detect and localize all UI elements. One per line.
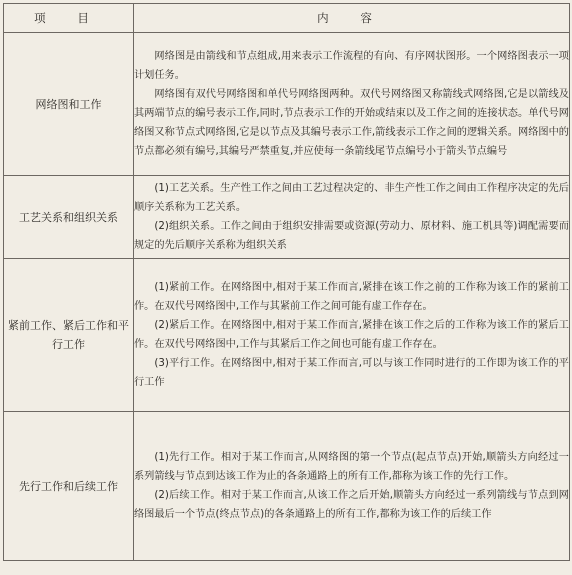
row-content xyxy=(134,259,570,412)
table-header-row xyxy=(4,4,570,33)
paragraph: 网络图有双代号网络图和单代号网络图两种。双代号网络图又称箭线式网络图,它是以箭线及其两端节点的编号表示工作,同时,节点表示工作的开始或结束以及工作之间的连接状态。单代号网络图又称节点式网络图,它是以节点及其编号表示工作,箭线表示工作之间的逻辑关系。网络图中的节点都必须有编号,其编号严禁重复,并应使每一条箭线尾节点编号小于箭头节点编号 xyxy=(134,89,569,157)
paragraph: (1)先行工作。相对于某工作而言,从网络图的第一个节点(起点节点)开始,顺箭头方向经过一系列箭线与节点到达该工作为止的各条通路上的所有工作,都称为该工作的先行工作。 xyxy=(134,452,569,482)
row-content xyxy=(134,33,570,176)
content-table xyxy=(3,3,570,561)
paragraph: (1)紧前工作。在网络图中,相对于某工作而言,紧排在该工作之前的工作称为该工作的紧前工作。在双代号网络图中,工作与其紧前工作之间可能有虚工作存在。 xyxy=(134,282,569,312)
row-label: 网络图和工作 xyxy=(4,33,134,176)
row-label: 紧前工作、紧后工作和平行工作 xyxy=(4,259,134,412)
table-row xyxy=(4,176,570,259)
row-content xyxy=(134,412,570,561)
paragraph: (2)组织关系。工作之间由于组织安排需要或资源(劳动力、原材料、施工机具等)调配需要而规定的先后顺序关系称为组织关系 xyxy=(134,221,569,251)
paragraph: (2)后续工作。相对于某工作而言,从该工作之后开始,顺箭头方向经过一系列箭线与节点到网络图最后一个节点(终点节点)的各条通路上的所有工作,都称为该工作的后续工作 xyxy=(134,490,569,520)
table-row xyxy=(4,259,570,412)
header-content: 内 容 xyxy=(134,4,570,33)
row-label: 先行工作和后续工作 xyxy=(4,412,134,561)
paragraph: 网络图是由箭线和节点组成,用来表示工作流程的有向、有序网状图形。一个网络图表示一项计划任务。 xyxy=(134,51,569,81)
row-label: 工艺关系和组织关系 xyxy=(4,176,134,259)
table-row xyxy=(4,412,570,561)
paragraph: (2)紧后工作。在网络图中,相对于某工作而言,紧排在该工作之后的工作称为该工作的紧后工作。在双代号网络图中,工作与其紧后工作之间也可能有虚工作存在。 xyxy=(134,320,569,350)
header-item: 项 目 xyxy=(4,4,134,33)
paragraph: (1)工艺关系。生产性工作之间由工艺过程决定的、非生产性工作之间由工作程序决定的先后顺序关系称为工艺关系。 xyxy=(134,183,569,213)
paragraph: (3)平行工作。在网络图中,相对于某工作而言,可以与该工作同时进行的工作即为该工作的平行工作 xyxy=(134,358,569,388)
row-content xyxy=(134,176,570,259)
table-row xyxy=(4,33,570,176)
